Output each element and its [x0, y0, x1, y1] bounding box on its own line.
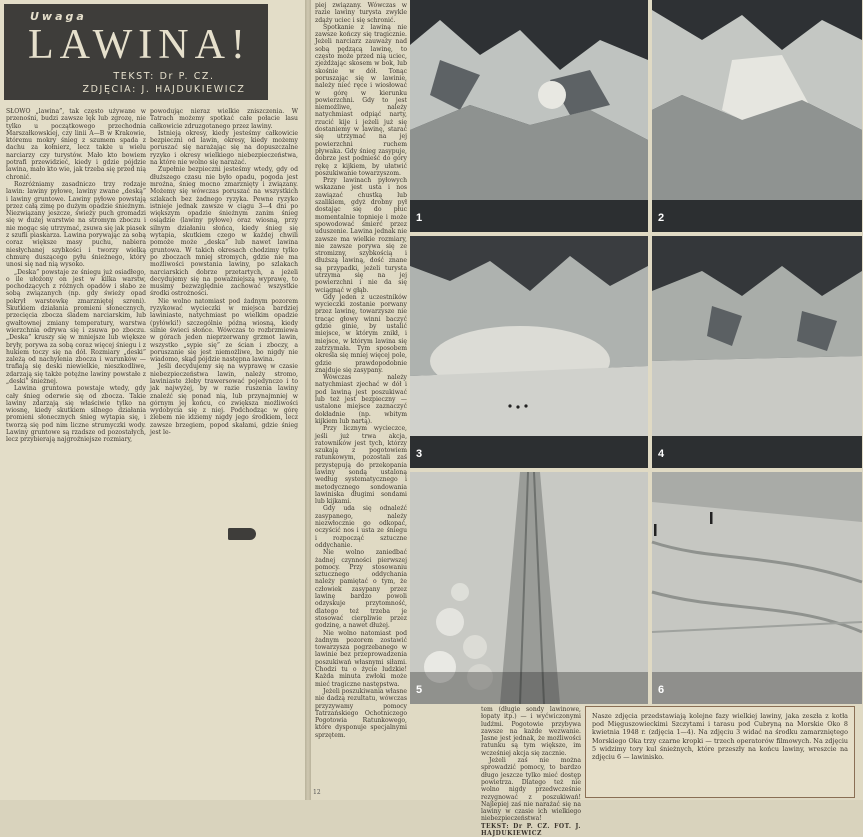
paragraph: piej związany. Wówczas w razie lawiny turysta zwykle zdąży uciec i się schronić.	[315, 2, 407, 24]
article-column-3	[315, 2, 407, 739]
avalanche-photo	[410, 236, 648, 468]
photo-1	[410, 0, 648, 232]
photo-4	[652, 236, 862, 468]
photo-5	[410, 472, 648, 704]
paragraph: SŁOWO „lawina”, tak często używane w przenośni, budzi zawsze lęk lub zgrozę, nie tylko u początkowego przechodnia Marszałkowskiej, czy linii A—B w Krakowie, któremu mokry śnieg z szumem spada z dachu za kołnierz, lecz także u wielu narciarzy czy turystów. Mało kto bowiem potrafi przewidzieć, kiedy i gdzie pójdzie lawina, mało kto wie, jak trzeba się przed nią chronić.	[6, 108, 146, 181]
photo-3	[410, 236, 648, 468]
photo-number: 4	[658, 448, 665, 460]
masthead	[4, 4, 268, 100]
photo-number: 2	[658, 212, 665, 224]
paragraph: Przy licznym wycieczce, jeśli już trwa akcja, ratowników jest tych, którzy szukają z pogotowiem ratunkowym, pozostali zaś przystępują do przekopania lawiny sondą ustaloną według systematycznego i metodycznego sondowania lawiniska długimi sondami lub kijkami.	[315, 425, 407, 506]
avalanche-photo	[652, 472, 862, 704]
paragraph: Spotkanie z lawiną nie zawsze kończy się tragicznie. Jeżeli narciarz zauważy nad sobą pędzącą lawinę, to często może przed nią uciec, zjeżdżając skosem w bok, lub skośnie w dół. Tonąc poruszając się w lawinie, należy nieć ręce i wiosłować w górę w kierunku powierzchni. Gdy to jest niemożliwe, należy natychmiast odpiąć narty, rzucić kije i jeżeli już się dostaniemy w lawinę, starać się utrzymać na jej powierzchni ruchem pływaka. Gdy śnieg zasypuje, dobrze jest podnieść do góry rękę z kijkiem, by ułatwić poszukiwanie towarzyszom.	[315, 23, 407, 177]
paragraph: Lawina gruntowa powstaje wtedy, gdy cały śnieg oderwie się od zbocza. Takie lawiny zdarzają się właściwie tylko na wiosnę, kiedy skutkiem silnego działania promieni słonecznych śnieg wytapia się, i tworzą się pod nim liczne strumyczki wody. Lawiny gruntowe są rzadsze od pozostałych, lecz przybierają najgroźniejsze rozmiary,	[6, 385, 146, 444]
photo-6	[652, 472, 862, 704]
photo-caption: Nasze zdjęcia przedstawiają kolejne fazy wielkiej lawiny, jaka zeszła z kotła pod Mięguszowieckimi Szczytami i tarasu pod Cubryną na Morskie Oko 8 kwietnia 1948 r. (zdjęcia 1—4). Na zdjęciu 3 widać na środku zamarzniętego Morskiego Oka trzy czarne kropki — trzech operatorów filmowych. Na zdjęciu 5 widzimy tory kul śnieżnych, które przeszły na końcu lawiny, wreszcie na zdjęciu 6 — lawinisko.	[592, 712, 848, 762]
text-credit: TEKST: Dr P. CZ.	[113, 71, 215, 82]
paragraph: Wówczas należy natychmiast zjechać w dół i pod lawiną jest poszukiwać lub też jest bezpieczny — ustalone miejsce zaznaczyć dokładnie (np. wbitym kijkiem lub nartą).	[315, 374, 407, 425]
photo-number: 6	[658, 684, 665, 696]
paragraph: Nie wolno natomiast pod żadnym pozorem zostawić towarzysza pogrzebanego w lawinie bez przeprowadzenia poszukiwań własnymi siłami. Chodzi tu o życie ludzkie! Każda minuta zwłoki może mieć tragiczne następstwa.	[315, 629, 407, 688]
ink-mark	[228, 528, 256, 540]
paragraph: tem (długie sondy lawinowe, łopaty itp.) — i wyćwiczonymi ludźmi. Pogotowie przybywa zawsze na każde wezwanie. Jasne jest jednak, że możliwości ratunku są tym większe, im wcześniej akcja się zacznie.	[481, 706, 581, 757]
avalanche-photo	[410, 0, 648, 232]
kicker: Uwaga	[30, 10, 87, 23]
paragraph: Zupełnie bezpieczni jesteśmy wtedy, gdy od dłuższego czasu nie było opadu, pogoda jest mroźna, śnieg mocno zmarznięty i związany. Możemy się wówczas poruszać na wszystkich szlakach bez żadnego ryzyka. Pewne ryzyko istnieje jednak zawsze w ciągu 3—4 dni po większym opadzie śnieżnym zanim śnieg osiądzie (lawiny pyłowe) oraz wiosną, przy silnym działaniu słońca, kiedy śnieg się wytapia, skutkiem czego w każdej chwili pomoże może „deska” lub nawet lawina gruntowa. W takich okresach chodzimy tylko po zboczach mniej stromych, gdzie nie ma możliwości powstania lawiny, po szlakach narciarskich dobrze przetartych, a jeżeli decydujemy się na poważniejszą wyprawę, to musimy bezwzględnie zachować wszystkie środki ostrożności.	[150, 166, 298, 298]
avalanche-photo	[652, 236, 862, 468]
paragraph: Jeśli decydujemy się na wyprawę w czasie niebezpieczeństwa lawin, należy stromo, lawiniaste żleby trawersować pojedynczo i to jak najwyżej, by w razie ruszenia lawiny znaleźć się ponad nią, lub przynajmniej w górnym jej końcu, co zwiększa możliwości wydobycia się z niej. Podchodząc w górę żlebem nie idziemy nigdy jego środkiem, lecz zawsze brzegiem, popod skałami, gdzie śnieg jest le-	[150, 363, 298, 437]
paragraph: Przy lawinach pyłowych wskazane jest usta i nos zawiązać chustką lub szalikiem, gdyż drobny pył dostając się do płuc momentalnie topnieje i może spowodować śmierć przez uduszenie. Lawina jednak nie zawsze ma wielkie rozmiary, nie zawsze porywa się ze stromizny, szybkością i dłuższą lawiną, dość znane są przypadki, jeżeli turysta utrzyma się na jej powierzchni i nie da się wciągnąć w głąb.	[315, 177, 407, 294]
paragraph: „Deska” powstaje ze śniegu już osiadłego, o ile ułożony on jest w kilka warstw, pochodzących z różnych opadów i słabo ze sobą związanych (np. gdy świeży opad pokrył warstewkę zmarzniętej szreni). Skutkiem działania promieni słonecznych, przecięcia zbocza śladem narciarskim, lub gwałtownej zmiany temperatury, warstwa wierzchnia odrywa się i zsuwa po zboczu. „Deska” kruszy się w mniejsze lub większe bryły, porywa za sobą coraz więcej śniegu i z hukiem toczy się na dół. Rozmiary „deski” zależą od nachylenia zbocza i warunków — trafiają się deski niewielkie, nieszkodliwe, zdarzają się także potężne lawiny powstałe z „deski” śnieżnej.	[6, 268, 146, 385]
photo-credit: ZDJĘCIA: J. HAJDUKIEWICZ	[82, 84, 246, 95]
avalanche-photo	[652, 0, 862, 232]
paragraph: Nie wolno zaniedbać żadnej czynności pierwszej pomocy. Przy stosowaniu sztucznego oddychania należy pamiętać o tym, że człowiek zasypany przez lawinę bardzo powoli odzyskuje przytomność, dlatego też trzeba je stosować cierpliwie przez godzinę, a nawet dłużej.	[315, 549, 407, 630]
headline: LAWINA!	[28, 22, 251, 68]
paragraph: Nie wolno natomiast pod żadnym pozorem ryzykować wycieczki w miejsca bardziej lawiniaste, natychmiast po wielkim opadzie (pyłówki!) szczególnie późną wiosną, kiedy silnie świeci słońce. Wówczas to rozbrzmiewa w górach jeden nieprzerwany grzmot lawin, wszystko „sypie się” ze ścian i zboczy, a poruszanie się jest niemożliwe, bo nigdy nie wiadomo, skąd pójdzie następna lawina.	[150, 297, 298, 364]
paragraph: Gdy jeden z uczestników wycieczki zostanie porwany przez lawinę, towarzysze nie tracąc głowy winni baczyć gdzie ginie, by ustalić miejsce, w którym znikł, i miejsce, w którym lawina się zatrzymała. Tym sposobem określa się mniej więcej pole, gdzie prawdopodobnie znajduje się zasypany.	[315, 293, 407, 374]
photo-number: 5	[416, 684, 423, 696]
paragraph: Gdy uda się odnaleźć zasypanego, należy niezwłocznie go odkopać, oczyścić nos i usta ze śniegu i rozpocząć sztuczne oddychanie.	[315, 505, 407, 549]
credits	[64, 70, 264, 96]
paragraph: Jeżeli poszukiwania własne nie dadzą rezultatu, wówczas przyzywamy pomocy Tatrzańskiego Ochotniczego Pogotowia Ratunkowego, które dysponuje specjalnymi sprzętem.	[315, 687, 407, 739]
paragraph: Rozróżniamy zasadniczo trzy rodzaje lawin: lawiny pyłowe, lawiny zwane „deską” i lawiny gruntowe. Lawiny pyłowe powstają przez całą zimę po dużym opadzie śnieżnym. Niezwiązany jeszcze, świeży puch gromadzi się w dużej warstwie na stromym zboczu i nie mogąc się utrzymać, zsuwa się jak piasek z szufli piaskarza. Lawina porywając za sobą coraz większe masy puchu, nabiera niesłychanej szybkości i tworzy wielką chmurę duszącego pyłu śnieżnego, który unosi się nad nią wysoko.	[6, 180, 146, 269]
avalanche-photo	[410, 472, 648, 704]
article-signature: TEKST: Dr P. CZ. FOT. J. HAJDUKIEWICZ	[481, 822, 581, 837]
paragraph: Jeżeli zaś nie można sprowadzić pomocy, to bardzo długo jeszcze tylko mieć dostęp powietrza. Dlatego też nie wolno nigdy przedwcześnie rezygnować z poszukiwań! Najlepiej zaś nie narażać się na lawiny w czasie ich wielkiego niebezpieczeństwa!	[481, 757, 581, 823]
paragraph: Istnieją okresy, kiedy jesteśmy całkowicie bezpieczni od lawin, okresy, kiedy możemy poruszać się narażając się na dopuszczalne ryzyko i okresy wielkiego niebezpieczeństwa, na które nie wolno się narażać.	[150, 129, 298, 167]
photo-number: 3	[416, 448, 423, 460]
photo-2	[652, 0, 862, 232]
article-column-1	[6, 108, 146, 528]
photo-number: 1	[416, 212, 423, 224]
article-column-4	[481, 706, 581, 837]
caption-box	[585, 706, 855, 798]
page-number: 12	[313, 789, 321, 796]
article-column-2	[150, 108, 298, 528]
paragraph: powodując nieraz wielkie zniszczenia. W Tatrach możemy spotkać całe połacie lasu całkowicie zdruzgotanego przez lawiny.	[150, 108, 298, 130]
left-page	[0, 0, 305, 800]
